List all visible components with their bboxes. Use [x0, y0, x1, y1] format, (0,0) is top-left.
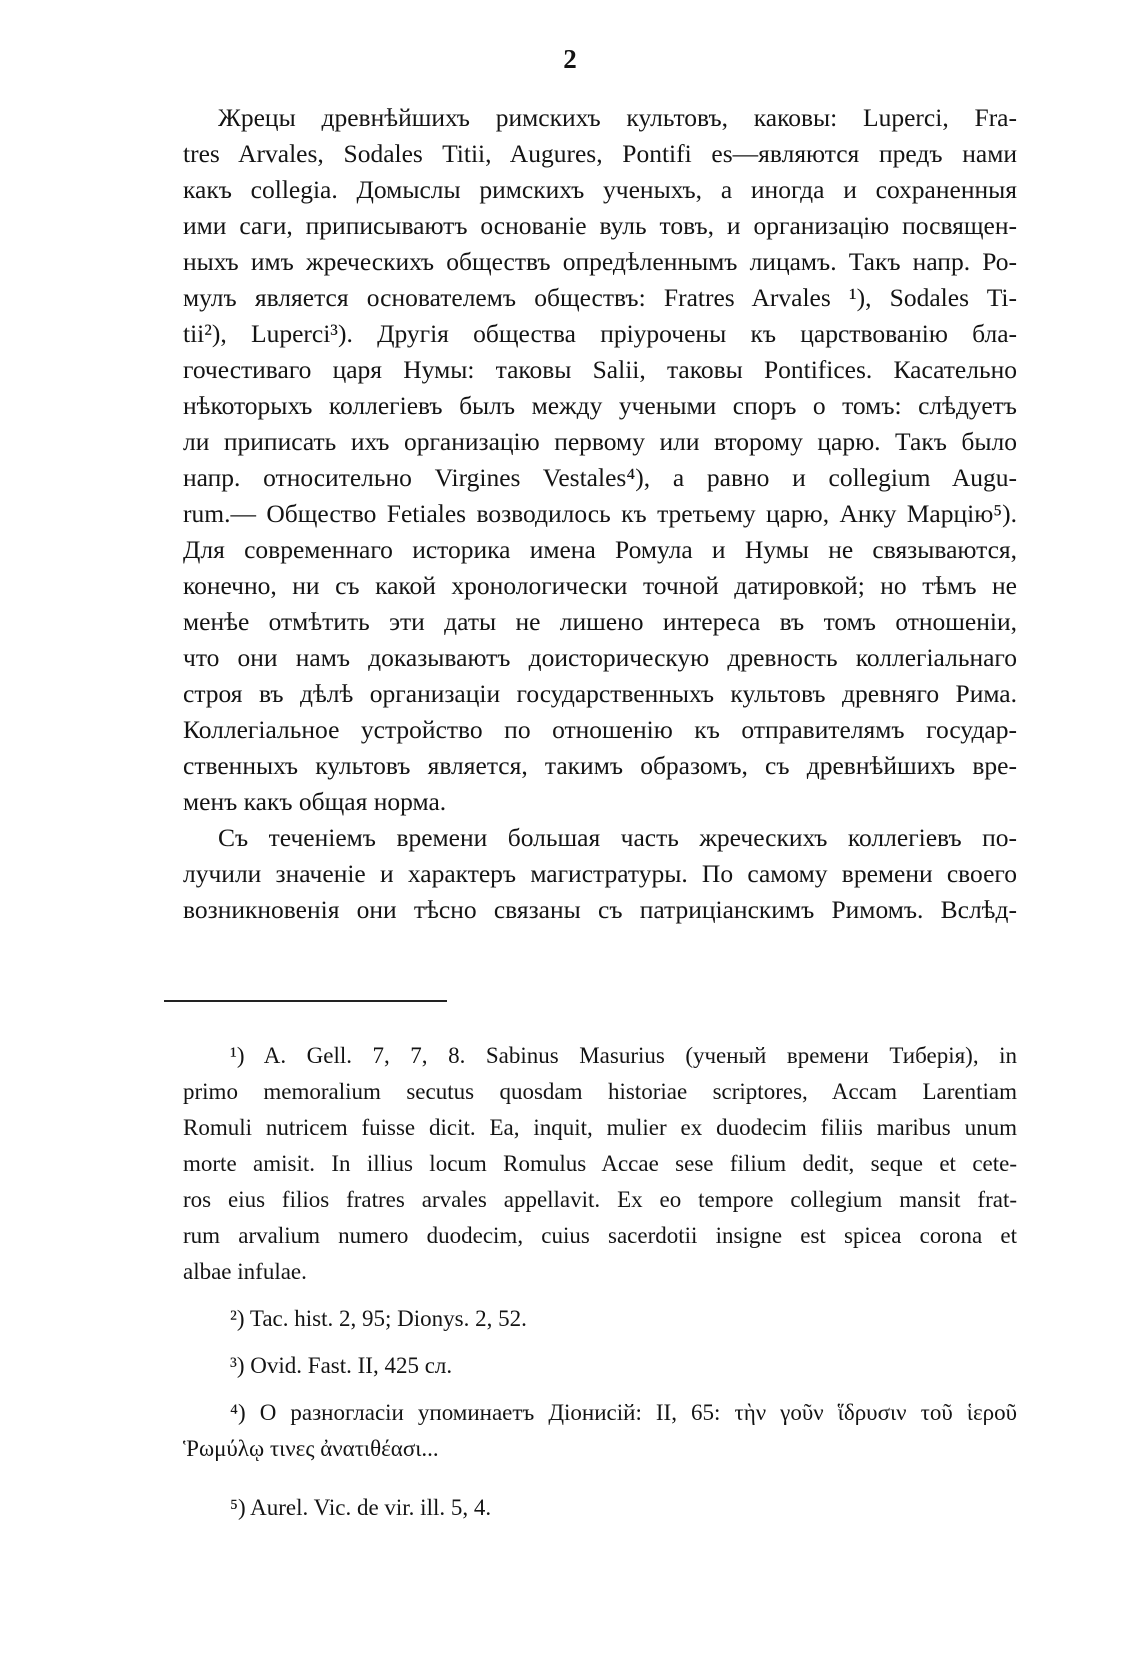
- body-line: строя въ дѣлѣ организаціи государственныхъ культовъ древняго Рима.: [183, 679, 1017, 708]
- body-line: мулъ является основателемъ обществъ: Fratres Arvales ¹), Sodales Ti-: [183, 283, 1017, 312]
- body-line: менъ какъ общая норма.: [183, 787, 447, 816]
- body-line: tres Arvales, Sodales Titii, Augures, Pontifi es—являются предъ нами: [183, 139, 1017, 168]
- footnote-line: ros eius filios fratres arvales appellavit. Ex eo tempore collegium mansit frat-: [183, 1187, 1017, 1212]
- body-line: гочестиваго царя Нумы: таковы Salii, таковы Pontifices. Касательно: [183, 355, 1017, 384]
- body-line: ими саги, приписываютъ основаніе вуль товъ, и организацію посвящен-: [183, 211, 1017, 240]
- body-line: rum.— Общество Fetiales возводилось къ третьему царю, Анку Марцію⁵).: [183, 499, 1017, 528]
- page-number: 2: [563, 44, 577, 74]
- footnote-5: ⁵) Aurel. Vic. de vir. ill. 5, 4.: [230, 1495, 492, 1520]
- footnote-3: ³) Ovid. Fast. II, 425 сл.: [230, 1353, 453, 1378]
- body-line: напр. относительно Virgines Vestales⁴), а равно и collegium Augu-: [183, 463, 1017, 492]
- footnote-4-line: ⁴) О разногласіи упоминаетъ Діонисій: II, 65: τὴν γοῦν ἵδρυσιν τοῦ ἱεροῦ: [230, 1400, 1017, 1425]
- footnote-line: morte amisit. In illius locum Romulus Accae sese filium dedit, seque et cete-: [183, 1151, 1017, 1176]
- body-line: Для современнаго историка имена Ромула и Нумы не связываются,: [183, 535, 1017, 564]
- body-line: Съ теченіемъ времени большая часть жреческихъ коллегіевъ по-: [218, 823, 1017, 852]
- body-line: ли приписать ихъ организацію первому или второму царю. Такъ было: [183, 427, 1017, 456]
- body-line: Жрецы древнѣйшихъ римскихъ культовъ, каковы: Luperci, Fra-: [218, 103, 1017, 132]
- footnote-4-line: Ῥωμύλῳ τινες ἀνατιθέασι...: [183, 1436, 439, 1461]
- body-line: ственныхъ культовъ является, такимъ образомъ, съ древнѣйшихъ вре-: [183, 751, 1017, 780]
- footnote-divider: [164, 1000, 447, 1002]
- body-line: Коллегіальное устройство по отношенію къ отправителямъ государ-: [183, 715, 1017, 744]
- body-line: ныхъ имъ жреческихъ обществъ опредѣленнымъ лицамъ. Такъ напр. Ро-: [183, 247, 1017, 276]
- body-line: возникновенія они тѣсно связаны съ патриціанскимъ Римомъ. Вслѣд-: [183, 895, 1017, 924]
- footnote-2: ²) Tac. hist. 2, 95; Dionys. 2, 52.: [230, 1306, 527, 1331]
- body-line: конечно, ни съ какой хронологически точной датировкой; но тѣмъ не: [183, 571, 1017, 600]
- body-line: какъ collegia. Домыслы римскихъ ученыхъ, а иногда и сохраненныя: [183, 175, 1017, 204]
- footnote-line: Romuli nutricem fuisse dicit. Ea, inquit, mulier ex duodecim filiis maribus unum: [183, 1115, 1017, 1140]
- footnote-line: albae infulae.: [183, 1259, 307, 1284]
- body-line: нѣкоторыхъ коллегіевъ былъ между учеными споръ о томъ: слѣдуетъ: [183, 391, 1017, 420]
- body-line: лучили значеніе и характеръ магистратуры. По самому времени своего: [183, 859, 1017, 888]
- footnote-line: ¹) A. Gell. 7, 7, 8. Sabinus Masurius (ученый времени Тиберія), in: [230, 1043, 1017, 1068]
- body-line: что они намъ доказываютъ доисторическую древность коллегіальнаго: [183, 643, 1017, 672]
- body-line: менѣе отмѣтить эти даты не лишено интереса въ томъ отношеніи,: [183, 607, 1017, 636]
- body-line: tii²), Luperci³). Другія общества пріурочены къ царствованію бла-: [183, 319, 1017, 348]
- footnote-line: primo memoralium secutus quosdam historiae scriptores, Accam Larentiam: [183, 1079, 1017, 1104]
- footnote-line: rum arvalium numero duodecim, cuius sacerdotii insigne est spicea corona et: [183, 1223, 1017, 1248]
